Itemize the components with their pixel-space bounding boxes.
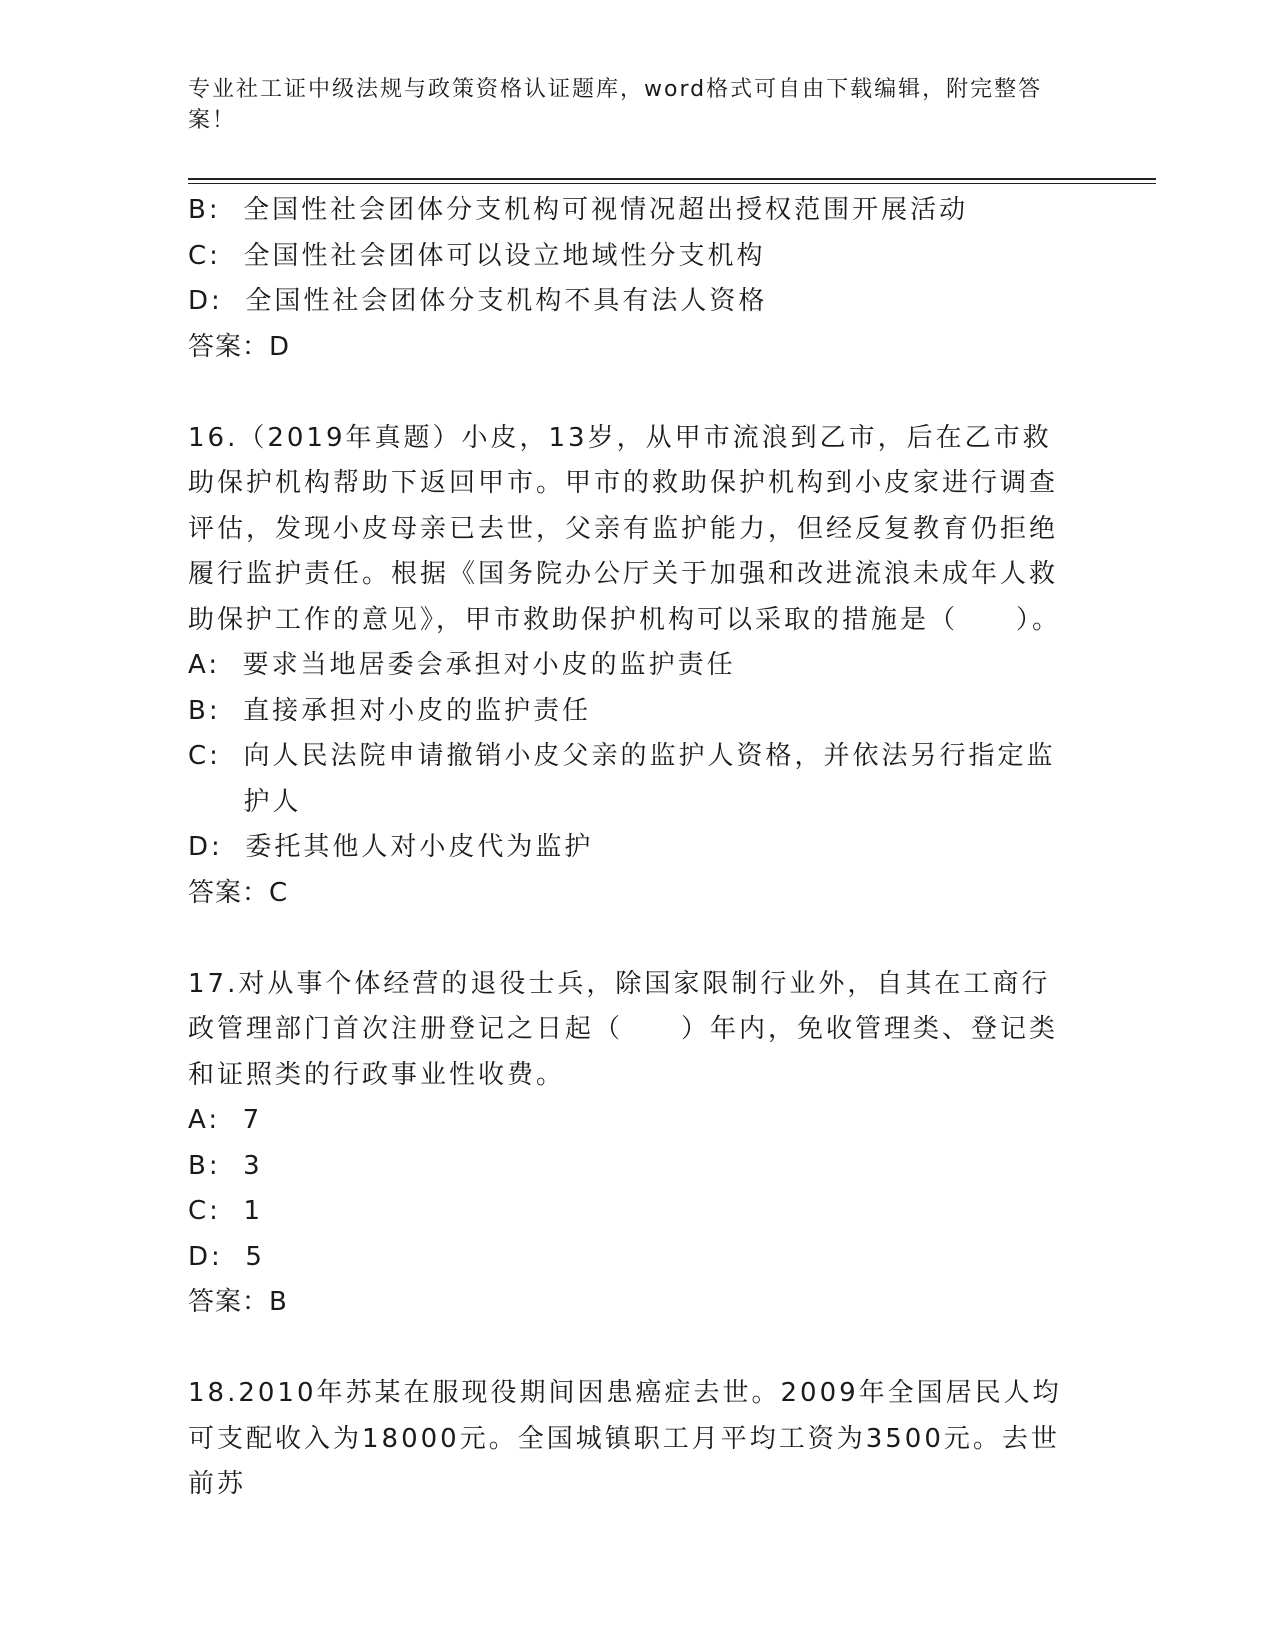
- question-stem: 18.2010年苏某在服现役期间因患癌症去世。2009年全国居民人均可支配收入为18000元。全国城镇职工月平均工资为3500元。去世前苏: [188, 1378, 1062, 1499]
- option-b: [188, 689, 1068, 735]
- question-16: [188, 416, 1068, 917]
- option-letter: D:: [188, 1241, 246, 1272]
- document-header: 专业社工证中级法规与政策资格认证题库，word格式可自由下载编辑，附完整答案！: [188, 77, 1043, 133]
- option-text: 全国性社会团体分支机构可视情况超出授权范围开展活动: [243, 195, 969, 225]
- spacer: [188, 916, 1068, 962]
- option-text: 委托其他人对小皮代为监护: [245, 832, 594, 862]
- question-stem: 17.对从事个体经营的退役士兵，除国家限制行业外，自其在工商行政管理部门首次注册登记之日起（ ）年内，免收管理类、登记类和证照类的行政事业性收费。: [188, 968, 1059, 1090]
- header-divider-thin: [188, 183, 1156, 184]
- question-17: [188, 962, 1068, 1326]
- answer-line: 答案：D: [188, 331, 291, 362]
- option-text: 直接承担对小皮的监护责任: [243, 695, 592, 726]
- option-letter: B:: [188, 195, 244, 225]
- option-d: [188, 825, 1068, 871]
- question-list: [188, 188, 1068, 1508]
- option-text: 1: [243, 1196, 263, 1226]
- option-text: 5: [245, 1241, 265, 1272]
- option-b: [188, 1144, 1068, 1190]
- option-letter: C:: [188, 741, 244, 771]
- option-letter: D:: [188, 286, 246, 316]
- option-text: 全国性社会团体分支机构不具有法人资格: [245, 286, 768, 316]
- option-letter: D:: [188, 832, 246, 862]
- option-a: [188, 1098, 1068, 1144]
- answer-line: 答案：C: [188, 877, 289, 908]
- option-letter: A:: [188, 650, 243, 680]
- option-c: [188, 1189, 1068, 1235]
- option-letter: B:: [188, 695, 244, 726]
- option-text: 7: [242, 1105, 263, 1135]
- question-stem: 16.（2019年真题）小皮，13岁，从甲市流浪到乙市，后在乙市救助保护机构帮助下返回甲市。甲市的救助保护机构到小皮家进行调查评估，发现小皮母亲已去世，父亲有监护能力，但经反复教育仍拒绝履行监护责任。根据《国务院办公厅关于加强和改进流浪未成年人救助保护工作的意见》，甲市救助保护机构可以采取的措施是（ ）。: [188, 422, 1062, 635]
- option-c: [188, 734, 1068, 825]
- header-divider-thick: [188, 178, 1156, 180]
- question-18: [188, 1371, 1068, 1508]
- option-text: 3: [243, 1150, 263, 1181]
- option-letter: C:: [188, 240, 244, 271]
- option-letter: B:: [188, 1150, 244, 1181]
- option-a: [188, 643, 1068, 689]
- answer-line: 答案：B: [188, 1287, 288, 1317]
- option-text: 全国性社会团体可以设立地域性分支机构: [243, 240, 766, 271]
- spacer: [188, 370, 1068, 416]
- option-text: 向人民法院申请撤销小皮父亲的监护人资格，并依法另行指定监护人: [243, 741, 1056, 817]
- spacer: [188, 1326, 1068, 1372]
- option-letter: C:: [188, 1196, 244, 1226]
- option-d: [188, 1235, 1068, 1281]
- question-15-continuation: [188, 188, 1068, 370]
- option-d: [188, 279, 1068, 325]
- option-b: [188, 188, 1068, 234]
- option-letter: A:: [188, 1105, 243, 1135]
- option-c: [188, 234, 1068, 280]
- option-text: 要求当地居委会承担对小皮的监护责任: [242, 650, 736, 680]
